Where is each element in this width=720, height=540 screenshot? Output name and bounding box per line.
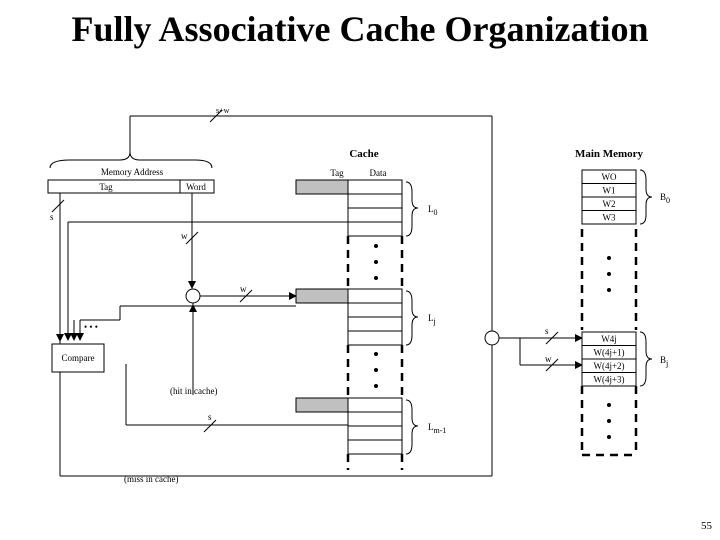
memory-word-label: W1 (602, 185, 616, 196)
s-tick (52, 200, 64, 212)
mem-w-label: w (545, 354, 552, 364)
cache-tag-header: Tag (330, 168, 344, 178)
line-0-label: L0 (428, 204, 438, 217)
memory-block-0 (582, 170, 636, 224)
page-number: 55 (701, 520, 712, 532)
line-j-brace (406, 291, 418, 345)
memory-word-label: W(4j+2) (593, 361, 625, 371)
memory-datapath (485, 116, 582, 476)
address-brace (50, 152, 212, 168)
compare-ellipsis: • • • (84, 322, 98, 332)
main-memory (575, 148, 670, 455)
mem-s-label: s (545, 326, 549, 336)
memory-gap-dot (607, 288, 611, 292)
memory-word-label: WO (601, 172, 617, 182)
block-j-label: Bj (660, 355, 669, 368)
address-tag-label: Tag (99, 182, 113, 192)
miss-label: (miss in cache) (124, 474, 179, 484)
word-to-line-label: w (240, 284, 247, 294)
block-0-brace (640, 170, 652, 224)
memory-gap-dot (607, 272, 611, 276)
compare-label: Compare (61, 353, 95, 363)
cache (296, 148, 446, 470)
line-j-label: Lj (428, 313, 436, 326)
word-select-gate (186, 289, 200, 303)
cache-heading: Cache (349, 148, 379, 160)
word-label: w (181, 231, 188, 241)
slide-title: Fully Associative Cache Organization (71, 9, 649, 49)
cache-gap-dot (374, 352, 378, 356)
memory-gap-dot (607, 256, 611, 260)
memory-gap-dot (607, 419, 611, 423)
memory-address-label: Memory Address (100, 167, 164, 177)
block-j-brace (640, 332, 652, 386)
cache-tag-line-j (296, 289, 348, 303)
memory-block-j (582, 332, 636, 386)
memory-word-label: W(4j+1) (593, 347, 625, 358)
cache-tag-line-m1 (296, 398, 348, 412)
compare-unit (52, 344, 104, 372)
main-memory-heading: Main Memory (574, 148, 644, 160)
hit-label: (hit in cache) (170, 386, 218, 396)
line-0-brace (406, 182, 418, 236)
cache-gap-dot (374, 368, 378, 372)
block-0-label: B0 (660, 192, 671, 205)
memory-address-register (48, 106, 492, 193)
cache-gap-dot (374, 384, 378, 388)
memory-word-label: W3 (602, 212, 616, 223)
cache-tag-line-0 (296, 180, 348, 194)
memory-gap-dot (607, 435, 611, 439)
cache-gap-dot (374, 260, 378, 264)
memory-word-label: W2 (602, 199, 616, 209)
line-m1-brace (406, 400, 418, 454)
s-label: s (50, 212, 54, 222)
memory-word-label: W4j (601, 334, 617, 344)
word-wiring (170, 193, 296, 396)
cache-gap-dot (374, 276, 378, 280)
memory-gap-dot (607, 403, 611, 407)
memory-select-gate (485, 331, 499, 345)
address-width-label: s+w (216, 106, 230, 115)
bottom-s-label: s (208, 412, 212, 422)
cache-gap-dot (374, 244, 378, 248)
address-word-label: Word (186, 182, 206, 192)
cache-data-header: Data (369, 168, 387, 178)
line-m1-label: Lm-1 (428, 422, 447, 435)
memory-word-label: W(4j+3) (593, 374, 625, 385)
